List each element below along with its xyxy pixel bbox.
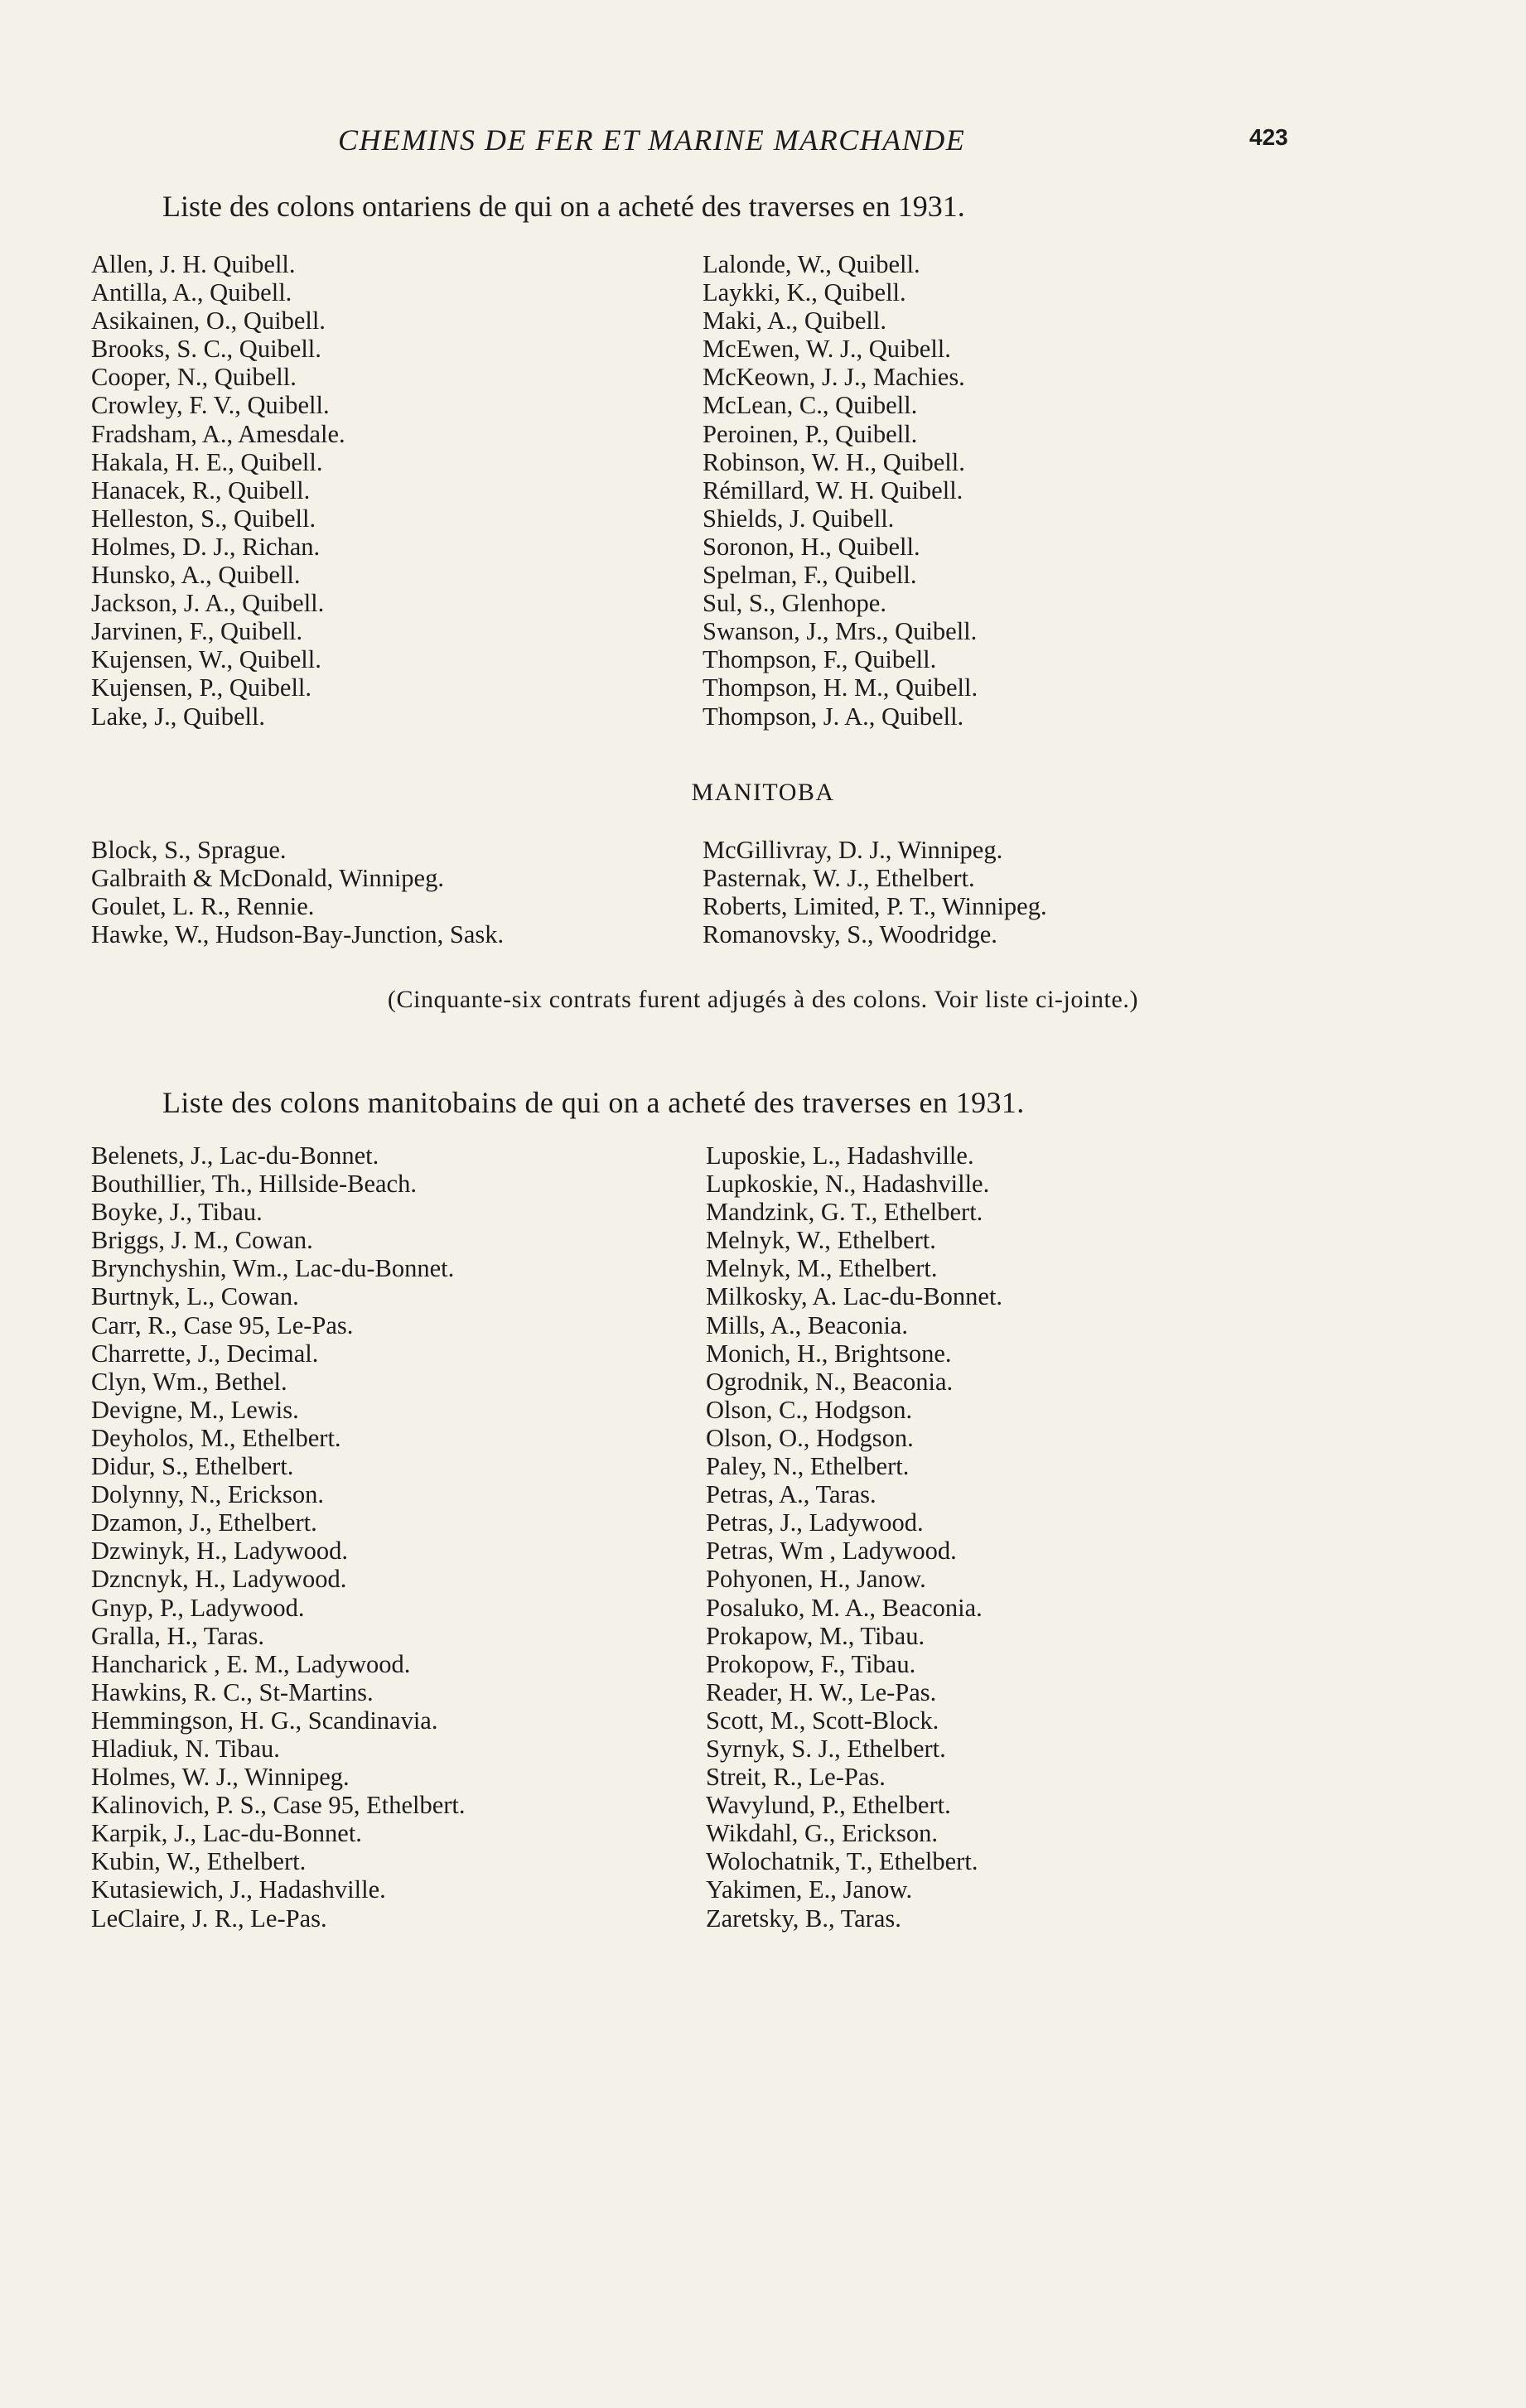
list-entry: McEwen, W. J., Quibell.	[703, 335, 951, 364]
list-entry: Lupkoskie, N., Hadashville.	[706, 1170, 990, 1199]
list-entry: Pasternak, W. J., Ethelbert.	[703, 864, 975, 893]
list-entry: Crowley, F. V., Quibell.	[91, 391, 330, 420]
list-entry: Charrette, J., Decimal.	[91, 1339, 319, 1368]
list-entry: McKeown, J. J., Machies.	[703, 363, 965, 392]
list-entry: Clyn, Wm., Bethel.	[91, 1367, 287, 1396]
list-entry: Deyholos, M., Ethelbert.	[91, 1423, 341, 1452]
list-entry: Dolynny, N., Erickson.	[91, 1480, 324, 1509]
list-entry: Syrnyk, S. J., Ethelbert.	[706, 1734, 946, 1763]
list-entry: Melnyk, M., Ethelbert.	[706, 1254, 938, 1283]
manitoba-section-title: MANITOBA	[691, 779, 835, 806]
list-entry: Helleston, S., Quibell.	[91, 504, 316, 533]
contracts-note: (Cinquante-six contrats furent adjugés à des colons. Voir liste ci-jointe.)	[387, 986, 1139, 1013]
list-entry: Hawke, W., Hudson-Bay-Junction, Sask.	[91, 920, 505, 949]
list-entry: McLean, C., Quibell.	[703, 391, 918, 420]
list-entry: Spelman, F., Quibell.	[703, 561, 917, 590]
list-entry: Kujensen, W., Quibell.	[91, 645, 321, 674]
list-entry: McGillivray, D. J., Winnipeg.	[703, 836, 1003, 864]
manitoba-right-column	[706, 1141, 1002, 1933]
list-entry: Prokapow, M., Tibau.	[706, 1621, 925, 1650]
list-entry: Prokopow, F., Tibau.	[706, 1649, 916, 1678]
list-entry: Allen, J. H. Quibell.	[91, 250, 296, 278]
list-entry: Petras, A., Taras.	[706, 1480, 876, 1509]
list-entry: Antilla, A., Quibell.	[91, 278, 292, 307]
list-entry: Olson, C., Hodgson.	[706, 1395, 913, 1424]
ontario-list-heading: Liste des colons ontariens de qui on a acheté des traverses en 1931.	[162, 190, 965, 223]
list-entry: Maki, A., Quibell.	[703, 306, 886, 335]
list-entry: Streit, R., Le-Pas.	[706, 1763, 886, 1792]
list-entry: Belenets, J., Lac-du-Bonnet.	[91, 1141, 379, 1170]
list-entry: Carr, R., Case 95, Le-Pas.	[91, 1310, 354, 1339]
list-entry: Karpik, J., Lac-du-Bonnet.	[91, 1819, 362, 1848]
list-entry: Thompson, H. M., Quibell.	[703, 673, 978, 702]
list-entry: Hancharick , E. M., Ladywood.	[91, 1649, 411, 1678]
list-entry: Brooks, S. C., Quibell.	[91, 335, 321, 364]
list-entry: Kubin, W., Ethelbert.	[91, 1847, 307, 1876]
list-entry: Roberts, Limited, P. T., Winnipeg.	[703, 892, 1047, 921]
list-entry: Peroinen, P., Quibell.	[703, 419, 918, 448]
list-entry: Brynchyshin, Wm., Lac-du-Bonnet.	[91, 1254, 455, 1283]
list-entry: Scott, M., Scott-Block.	[706, 1706, 939, 1735]
running-title: CHEMINS DE FER ET MARINE MARCHANDE	[338, 123, 966, 157]
list-entry: Hawkins, R. C., St-Martins.	[91, 1677, 374, 1706]
list-entry: Mills, A., Beaconia.	[706, 1310, 908, 1339]
list-entry: Gralla, H., Taras.	[91, 1621, 265, 1650]
list-entry: Luposkie, L., Hadashville.	[706, 1141, 974, 1170]
list-entry: Hladiuk, N. Tibau.	[91, 1734, 280, 1763]
list-entry: Jarvinen, F., Quibell.	[91, 617, 303, 646]
list-entry: Holmes, W. J., Winnipeg.	[91, 1763, 350, 1792]
list-entry: Dzncnyk, H., Ladywood.	[91, 1565, 347, 1594]
running-header	[0, 123, 1526, 164]
list-entry: Devigne, M., Lewis.	[91, 1395, 299, 1424]
list-entry: Sul, S., Glenhope.	[703, 589, 886, 618]
ontario-left-column	[91, 250, 345, 731]
list-entry: Robinson, W. H., Quibell.	[703, 447, 965, 476]
list-entry: Asikainen, O., Quibell.	[91, 306, 326, 335]
list-entry: Melnyk, W., Ethelbert.	[706, 1226, 936, 1255]
list-entry: Kutasiewich, J., Hadashville.	[91, 1875, 386, 1904]
list-entry: Goulet, L. R., Rennie.	[91, 892, 315, 921]
list-entry: Lake, J., Quibell.	[91, 702, 266, 731]
list-entry: Petras, J., Ladywood.	[706, 1508, 924, 1537]
list-entry: Pohyonen, H., Janow.	[706, 1565, 926, 1594]
list-entry: Hemmingson, H. G., Scandinavia.	[91, 1706, 438, 1735]
list-entry: Mandzink, G. T., Ethelbert.	[706, 1198, 983, 1227]
manitoba-contracts-right-column	[703, 836, 1047, 948]
list-entry: Milkosky, A. Lac-du-Bonnet.	[706, 1282, 1003, 1311]
list-entry: Soronon, H., Quibell.	[703, 532, 920, 561]
manitoba-contracts-left-column	[91, 836, 504, 948]
list-entry: Shields, J. Quibell.	[703, 504, 895, 533]
list-entry: Fradsham, A., Amesdale.	[91, 419, 345, 448]
list-entry: Cooper, N., Quibell.	[91, 363, 297, 392]
list-entry: Dzamon, J., Ethelbert.	[91, 1508, 317, 1537]
list-entry: Reader, H. W., Le-Pas.	[706, 1677, 937, 1706]
list-entry: Ogrodnik, N., Beaconia.	[706, 1367, 954, 1396]
page-number: 423	[1249, 124, 1288, 150]
list-entry: Gnyp, P., Ladywood.	[91, 1593, 305, 1622]
list-entry: Swanson, J., Mrs., Quibell.	[703, 617, 978, 646]
manitoba-left-column	[91, 1141, 466, 1933]
list-entry: Boyke, J., Tibau.	[91, 1198, 263, 1227]
list-entry: Olson, O., Hodgson.	[706, 1423, 914, 1452]
list-entry: Briggs, J. M., Cowan.	[91, 1226, 313, 1255]
list-entry: Rémillard, W. H. Quibell.	[703, 475, 963, 504]
list-entry: Wavylund, P., Ethelbert.	[706, 1791, 951, 1820]
list-entry: Zaretsky, B., Taras.	[706, 1904, 901, 1933]
list-entry: Holmes, D. J., Richan.	[91, 532, 321, 561]
list-entry: Hunsko, A., Quibell.	[91, 561, 301, 590]
list-entry: Romanovsky, S., Woodridge.	[703, 920, 997, 949]
list-entry: Didur, S., Ethelbert.	[91, 1452, 294, 1481]
list-entry: Bouthillier, Th., Hillside-Beach.	[91, 1170, 417, 1199]
list-entry: Galbraith & McDonald, Winnipeg.	[91, 864, 444, 893]
list-entry: Hanacek, R., Quibell.	[91, 475, 311, 504]
manitoba-list-heading: Liste des colons manitobains de qui on a acheté des traverses en 1931.	[162, 1086, 1025, 1119]
list-entry: Lalonde, W., Quibell.	[703, 250, 920, 278]
list-entry: Thompson, F., Quibell.	[703, 645, 937, 674]
list-entry: Kujensen, P., Quibell.	[91, 673, 312, 702]
list-entry: Kalinovich, P. S., Case 95, Ethelbert.	[91, 1791, 466, 1820]
list-entry: Wikdahl, G., Erickson.	[706, 1819, 938, 1848]
list-entry: Monich, H., Brightsone.	[706, 1339, 952, 1368]
list-entry: Yakimen, E., Janow.	[706, 1875, 913, 1904]
list-entry: Petras, Wm , Ladywood.	[706, 1537, 957, 1566]
list-entry: Hakala, H. E., Quibell.	[91, 447, 323, 476]
list-entry: Block, S., Sprague.	[91, 836, 287, 864]
ontario-right-column	[703, 250, 978, 731]
list-entry: LeClaire, J. R., Le-Pas.	[91, 1904, 327, 1933]
list-entry: Laykki, K., Quibell.	[703, 278, 906, 307]
list-entry: Dzwinyk, H., Ladywood.	[91, 1537, 349, 1566]
list-entry: Jackson, J. A., Quibell.	[91, 589, 325, 618]
list-entry: Posaluko, M. A., Beaconia.	[706, 1593, 983, 1622]
list-entry: Wolochatnik, T., Ethelbert.	[706, 1847, 978, 1876]
list-entry: Thompson, J. A., Quibell.	[703, 702, 964, 731]
list-entry: Paley, N., Ethelbert.	[706, 1452, 910, 1481]
list-entry: Burtnyk, L., Cowan.	[91, 1282, 299, 1311]
